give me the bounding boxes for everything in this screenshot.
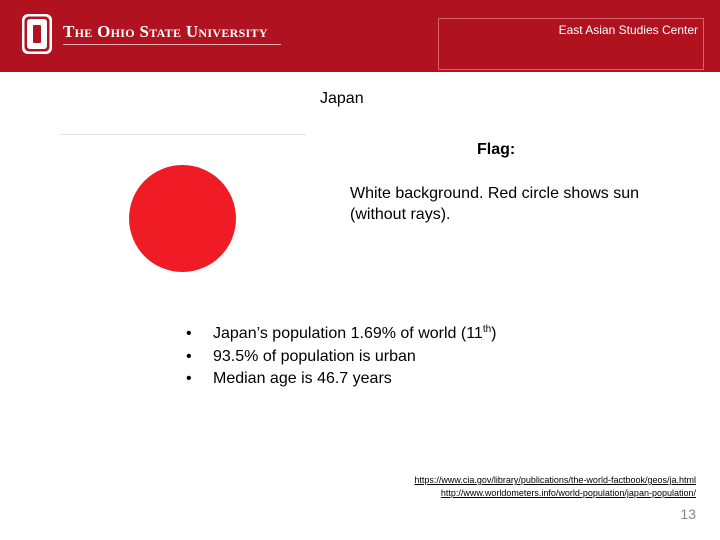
university-name: The Ohio State University (63, 22, 268, 41)
flag-red-sun (129, 165, 236, 272)
bullet: • (186, 347, 192, 365)
bullet: • (186, 325, 192, 342)
fact-text: Median age is 46.7 years (213, 370, 392, 387)
slide-title: Japan (320, 90, 364, 107)
fact-superscript: th (482, 324, 492, 335)
university-name-rule (63, 44, 281, 45)
center-name: East Asian Studies Center (558, 23, 698, 37)
list-item (186, 346, 496, 369)
ohio-state-block-o-logo (22, 14, 52, 54)
bullet: • (186, 370, 192, 387)
fact-tail: ) (491, 325, 497, 342)
source-link-worldometers[interactable]: http://www.worldometers.info/world-population/japan-population/ (440, 488, 696, 498)
page-number: 13 (680, 506, 696, 522)
fact-text: Japan’s population 1.69% of world (11 (213, 325, 483, 342)
title-divider (60, 134, 306, 135)
fact-text: 93.5% of population is urban (213, 347, 416, 365)
header-bar (0, 0, 720, 72)
japan-flag (60, 136, 306, 300)
list-item (186, 368, 496, 391)
source-link-cia[interactable]: https://www.cia.gov/library/publications/the-world-factbook/geos/ja.html (414, 475, 696, 485)
flag-description: White background. Red circle shows sun (without rays). (350, 185, 640, 223)
flag-heading: Flag: (477, 141, 516, 158)
list-item (186, 323, 496, 346)
sources (414, 474, 696, 500)
facts-list (186, 323, 496, 391)
